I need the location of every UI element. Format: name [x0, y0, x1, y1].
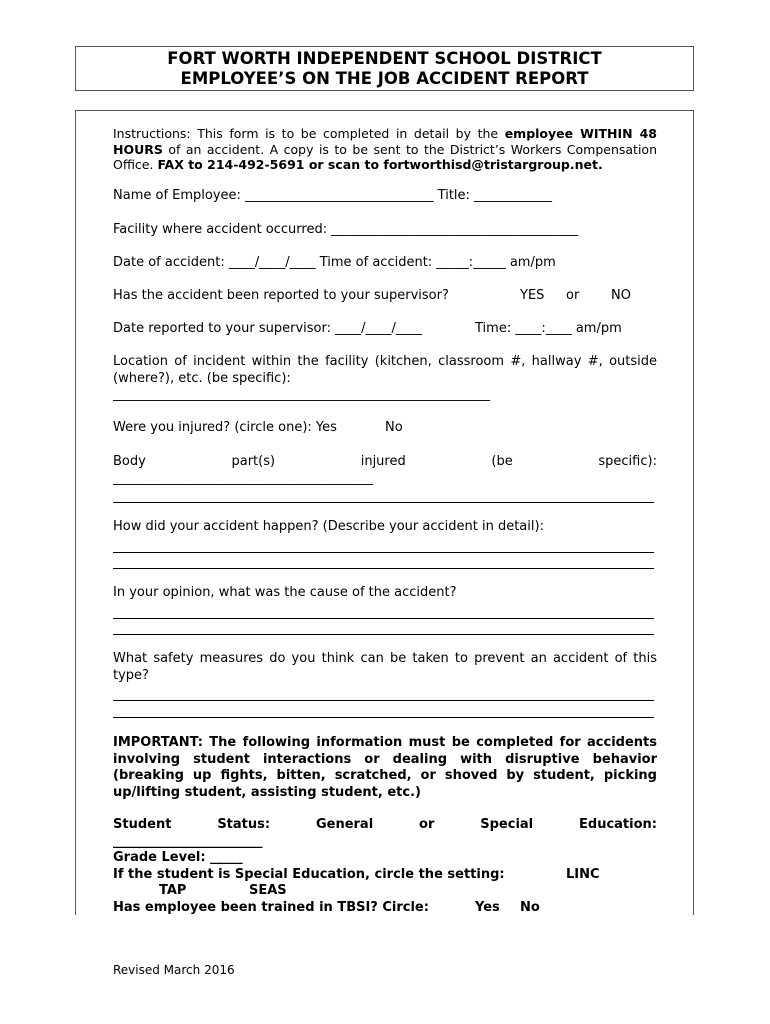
instructions-deadline: employee WITHIN 48 HOURS: [113, 126, 657, 157]
how-line-1[interactable]: [113, 552, 654, 553]
time-reported-field[interactable]: Time: ____:____ am/pm: [475, 321, 622, 336]
student-status-row: [113, 817, 657, 834]
instructions: [113, 126, 657, 173]
instructions-text-1: Instructions: This form is to be completed in detail by the: [113, 126, 505, 141]
date-reported-field[interactable]: Date reported to your supervisor: ____/____/____: [113, 321, 422, 336]
seas-option[interactable]: SEAS: [249, 883, 287, 898]
linc-option[interactable]: LINC: [566, 867, 600, 882]
body-parts-blank[interactable]: ________________________________________: [113, 471, 373, 486]
injured-no-option[interactable]: No: [385, 420, 403, 435]
instructions-text-2: of an accident. A copy is to be sent to the District’s Workers Compensation Office.: [113, 141, 657, 172]
special-ed-setting-label: If the student is Special Education, circle the setting:: [113, 867, 505, 882]
cause-question: In your opinion, what was the cause of the accident?: [113, 585, 457, 600]
form-title: [75, 46, 694, 91]
body-parts-justified-row: [113, 454, 657, 471]
title-line-1: FORT WORTH INDEPENDENT SCHOOL DISTRICT: [167, 49, 602, 68]
parts-word: part(s): [231, 454, 276, 469]
reported-question-label: Has the accident been reported to your supervisor?: [113, 288, 449, 303]
tbsi-row: [113, 900, 657, 917]
date-reported-row: [113, 321, 657, 338]
reported-or-text: or: [566, 288, 580, 303]
important-notice: IMPORTANT: The following information must be completed for accidents involving student interactions or dealing with disruptive behavior (breaking up fights, bitten, scratched, or shoved by student, picking up/lifting student, assisting student, etc.): [113, 735, 657, 800]
tbsi-label: Has employee been trained in TBSI? Circle:: [113, 900, 429, 915]
reported-question: [113, 288, 657, 305]
safety-line-1[interactable]: [113, 700, 654, 701]
student-word: Student: [113, 817, 172, 832]
body-word: Body: [113, 454, 146, 469]
special-option[interactable]: Special: [480, 817, 534, 832]
instructions-fax-email: FAX to 214-492-5691 or scan to fortworthisd@tristargroup.net.: [157, 157, 603, 172]
reported-yes-option[interactable]: YES: [520, 288, 545, 303]
specific-word: specific):: [598, 454, 657, 469]
general-option[interactable]: General: [315, 817, 374, 832]
body-parts-label: [113, 454, 657, 471]
or-word: or: [419, 817, 435, 832]
revision-date: Revised March 2016: [113, 963, 235, 977]
tap-option[interactable]: TAP: [159, 883, 187, 898]
tbsi-no-option[interactable]: No: [520, 900, 540, 915]
facility-field[interactable]: Facility where accident occurred: ______________________________________: [113, 222, 579, 237]
injured-label-yes[interactable]: Were you injured? (circle one): Yes: [113, 420, 337, 435]
location-blank[interactable]: __________________________________________________________: [113, 387, 490, 402]
student-status-justified: [113, 817, 657, 834]
injured-question: [113, 420, 657, 437]
injured-word: injured: [360, 454, 406, 469]
grade-level-field[interactable]: Grade Level: _____: [113, 850, 243, 865]
cause-line-2[interactable]: [113, 634, 654, 635]
employee-name-field[interactable]: Name of Employee: _____________________________ Title: ____________: [113, 188, 553, 203]
special-ed-setting-row: [113, 867, 657, 884]
be-word: (be: [491, 454, 513, 469]
education-word: Education:: [579, 817, 657, 832]
cause-line-1[interactable]: [113, 618, 654, 619]
tbsi-yes-option[interactable]: Yes: [475, 900, 500, 915]
safety-question: What safety measures do you think can be taken to prevent an accident of this type?: [113, 651, 657, 683]
accident-date-time-field[interactable]: Date of accident: ____/____/____ Time of accident: _____:_____ am/pm: [113, 255, 556, 270]
location-label: Location of incident within the facility (kitchen, classroom #, hallway #, outside (where?), etc. (be specific):: [113, 354, 657, 386]
status-word: Status:: [217, 817, 271, 832]
title-line-2: EMPLOYEE’S ON THE JOB ACCIDENT REPORT: [180, 69, 589, 88]
how-question: How did your accident happen? (Describe your accident in detail):: [113, 519, 544, 534]
body-parts-line[interactable]: [113, 502, 654, 503]
student-status-blank[interactable]: _______________________: [113, 834, 263, 849]
safety-line-2[interactable]: [113, 717, 654, 718]
how-line-2[interactable]: [113, 568, 654, 569]
reported-no-option[interactable]: NO: [611, 288, 631, 303]
